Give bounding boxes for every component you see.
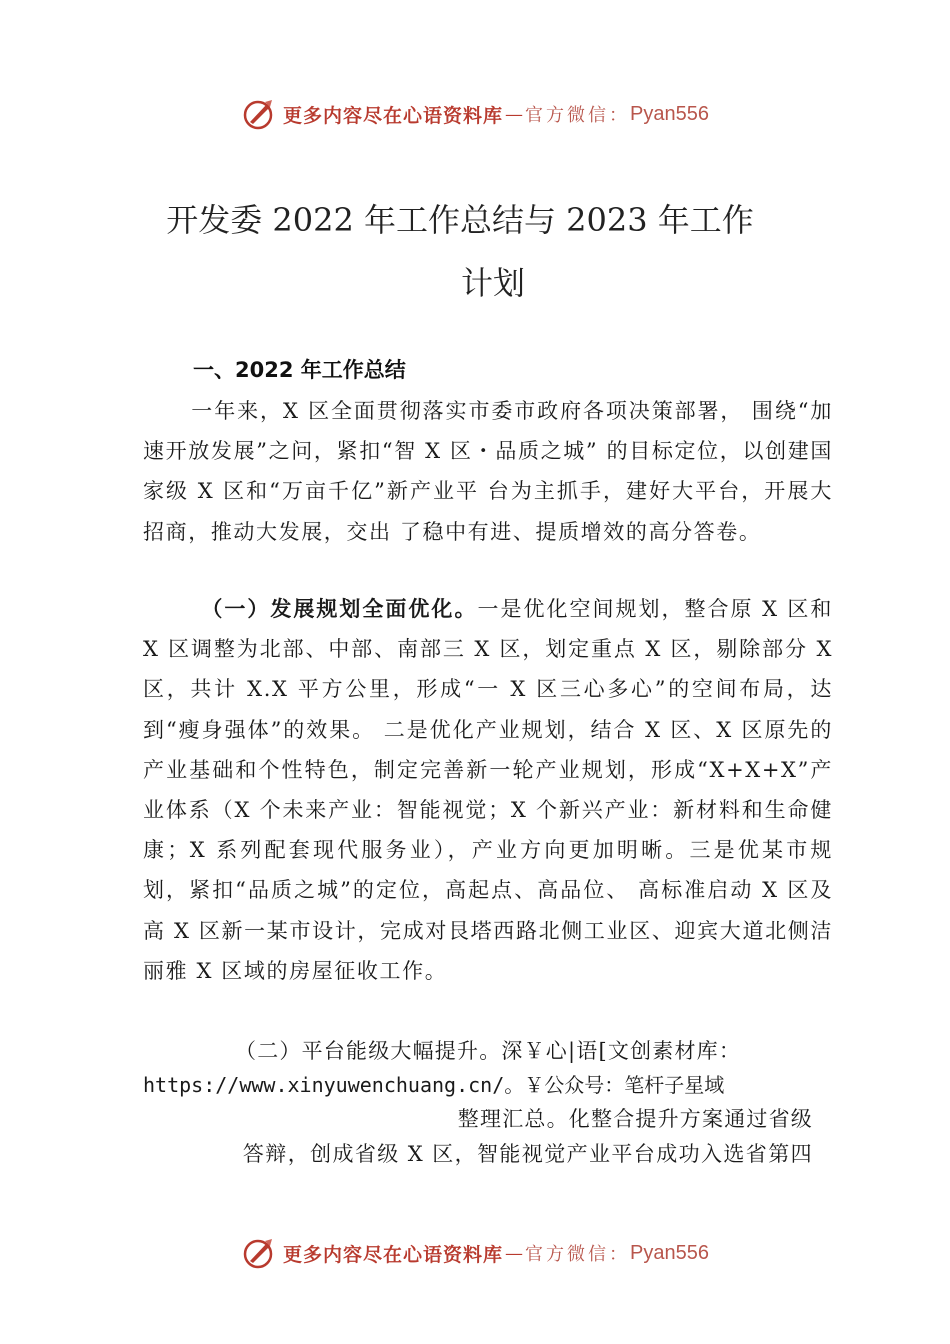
header-banner	[0, 94, 950, 134]
banner-brand-text: 更多内容尽在心语资料库	[283, 104, 504, 127]
banner-separator: —	[505, 103, 524, 125]
footer-wechat-id: Pyan556	[630, 1241, 709, 1264]
footer-banner	[0, 1233, 950, 1273]
quill-pen-logo-icon	[241, 1235, 277, 1271]
item2-line3: 整理汇总。化整合提升方案通过省级	[457, 1107, 813, 1131]
intro-text: 一年来，X 区全面贯彻落实市委市政府各项决策部署， 围绕“加速开放发展”之问，紧扣“智 X 区・品质之城” 的目标定位，以创建国家级 X 区和“万亩千亿”新产业平 台为主抓手，建好大平台，开展大招商，推动大发展，交出 了稳中有进、提质增效的高分答卷。	[143, 399, 833, 544]
item2-line4: 答辩，创成省级 X 区，智能视觉产业平台成功入选省第四	[242, 1142, 813, 1166]
footer-brand-text: 更多内容尽在心语资料库	[283, 1243, 504, 1266]
footer-wechat-label: 官方微信：	[525, 1244, 631, 1265]
document-title-line2: 计划	[460, 264, 525, 302]
banner-wechat-label: 官方微信：	[525, 105, 631, 126]
item2-line2: https://www.xinyuwenchuang.cn/。￥公众号：笔杆子星域	[143, 1073, 725, 1097]
item1-lead: （一）发展规划全面优化。	[201, 596, 478, 621]
document-title-line1: 开发委 2022 年工作总结与 2023 年工作	[166, 201, 754, 239]
banner-wechat-id: Pyan556	[630, 102, 709, 125]
section-heading: 一、2022 年工作总结	[193, 358, 406, 382]
intro-paragraph	[143, 391, 833, 552]
footer-separator: —	[505, 1242, 524, 1264]
quill-pen-logo-icon	[241, 96, 277, 132]
item1-paragraph	[143, 589, 833, 991]
item2-paragraph	[143, 1034, 813, 1136]
item2-line1: （二）平台能级大幅提升。深￥心|语[文创素材库：	[235, 1039, 742, 1063]
item1-body: 一是优化空间规划，整合原 X 区和 X 区调整为北部、中部、南部三 X 区，划定重点 X 区，剔除部分 X 区，共计 X.X 平方公里，形成“一 X 区三心多心”的空间布局，达到“瘦身强体”的效果。 二是优化产业规划，结合 X 区、X 区原先的产业基础和个性特色，制定完善新一轮产业规划，形成“X+X+X”产业体系（X 个未来产业：智能视觉；X 个新兴产业：新材料和生命健康；X 系列配套现代服务业），产业方向更加明晰。三是优某市规划，紧扣“品质之城”的定位，高起点、高品位、 高标准启动 X 区及高 X 区新一某市设计，完成对艮塔西路北侧工业区、迎宾大道北侧洁丽雅 X 区域的房屋征收工作。	[143, 597, 834, 983]
